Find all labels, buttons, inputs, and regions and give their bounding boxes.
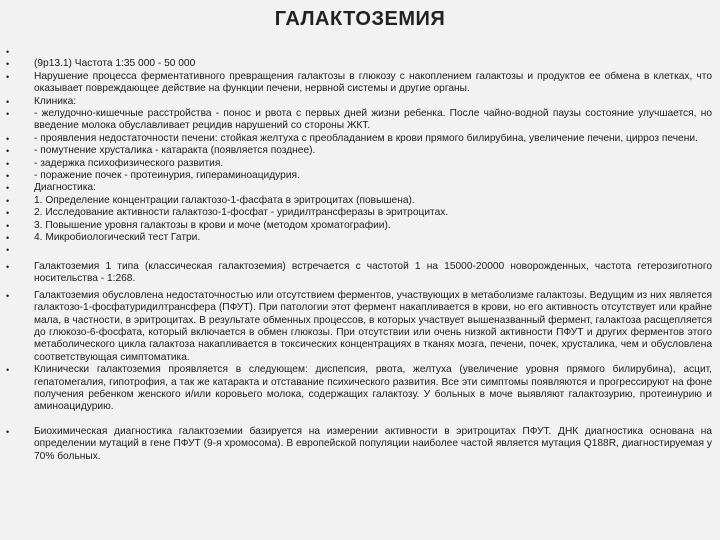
- bullet-icon: •: [6, 261, 10, 272]
- bullet-icon: •: [6, 220, 10, 231]
- item-text: - проявления недостаточности печени: стойкая желтуха с преобладанием в крови прямого билирубина, увеличение печени, цирроз печени.: [34, 132, 698, 144]
- bullet-icon: •: [6, 245, 10, 256]
- item-text: 1. Определение концентрации галактозо-1-фасфата в эритроцитах (повышена).: [34, 194, 415, 206]
- bullet-icon: •: [6, 171, 10, 182]
- bullet-icon: •: [6, 133, 10, 144]
- list-item: [6, 158, 712, 170]
- bullet-icon: •: [6, 146, 10, 157]
- item-text: Клиника:: [34, 95, 77, 107]
- bullet-icon: •: [6, 109, 10, 120]
- list-item: [6, 207, 712, 219]
- bullet-icon: •: [6, 365, 10, 376]
- list-item: [6, 170, 712, 182]
- bullet-icon: •: [6, 183, 10, 194]
- list-item: [6, 71, 712, 96]
- bullet-icon: •: [6, 290, 10, 301]
- item-text: Галактоземия 1 типа (классическая галактоземия) встречается с частотой 1 на 15000-20000 новорожденных, частота гетерозиготного носительства - 1:268.: [34, 260, 712, 285]
- item-text: - поражение почек - протеинурия, гипераминоацидурия.: [34, 170, 300, 182]
- bullet-icon: •: [6, 96, 10, 107]
- item-text: - задержка психофизического развития.: [34, 157, 224, 169]
- item-text: 3. Повышение уровня галактозы в крови и моче (методом хроматографии).: [34, 219, 391, 231]
- bullet-icon: •: [6, 233, 10, 244]
- item-text: - желудочно-кишечные расстройства - понос и рвота с первых дней жизни ребенка. После чайно-водной паузы состояние улучшается, но введение молока обуславливает рецидив нарушений со стороны ЖКТ.: [34, 108, 712, 132]
- list-item: [6, 108, 712, 133]
- list-item: [6, 261, 712, 286]
- list-item: [6, 133, 712, 145]
- list-item: [6, 364, 712, 414]
- item-text: Диагностика:: [34, 182, 96, 194]
- item-text: Нарушение процесса ферментативного превращения галактозы в глюкозу с накоплением галактозы и продуктов ее обмена в клетках, что оказывает повреждающее действие на функции печени, нервной системы и другие органы.: [34, 70, 712, 95]
- list-item: [6, 145, 712, 157]
- bullet-icon: •: [6, 158, 10, 169]
- list-item: [6, 46, 712, 58]
- bullet-icon: •: [6, 59, 10, 70]
- list-item: [6, 290, 712, 364]
- bullet-icon: •: [6, 71, 10, 82]
- list-item: [6, 195, 712, 207]
- item-text: 4. Микробиологический тест Гатри.: [34, 232, 201, 244]
- list-item: [6, 426, 712, 463]
- item-text: Галактоземия обусловлена недостаточностью или отсутствием ферментов, участвующих в метаболизме галактозы. Ведущим из них является галактозо-1-фосфатуридилтрансфера (ПФУТ). При патологии этот фермент накапливается в крови, но его активность отсутствует или крайне мала, в частности, в эритроцитах. В результате обменных процессов, в которых участвует вышеназванный фермент, галактоза расщепляется до глюкозо-6-фосфата, который включается в обмен глюкозы. При отсутствии или очень низкой активности ПФУТ и других ферментов этого метаболического цикла галактоза накапливается в токсических концентрациях в тканях мозга, печени, почек, хрусталика, чем и обусловлена соответствующая симптоматика.: [34, 289, 712, 363]
- item-text: Клинически галактоземия проявляется в следующем: диспепсия, рвота, желтуха (увеличение уровня прямого билирубина), асцит, гепатомегалия, гипотрофия, а так же катаракта и отставание психического развития. Все эти симптомы появляются и прогрессируют на фоне получения ребенком женского и/или коровьего молока, содержащих галактозу. У больных в моче выявляют галактозурию, протеинурию и аминоацидурию.: [34, 364, 712, 413]
- list-item: [6, 182, 712, 194]
- item-text: Биохимическая диагностика галактоземии базируется на измерении активности в эритроцитах ПФУТ. ДНК диагностика основана на определении мутаций в гене ПФУТ (9-я хромосома). В европейской популяции наиболее частой является мутация Q188R, диагностируемая у 70% больных.: [34, 425, 712, 462]
- list-item: [6, 220, 712, 232]
- list-item: [6, 58, 712, 70]
- list-item: [6, 232, 712, 244]
- bullet-icon: •: [6, 47, 10, 57]
- item-text: - помутнение хрусталика - катаракта (появляется позднее).: [34, 145, 316, 157]
- bullet-icon: •: [6, 426, 10, 437]
- item-text: (9р13.1) Частота 1:35 000 - 50 000: [34, 58, 196, 70]
- bullet-icon: •: [6, 195, 10, 206]
- list-item: [6, 244, 712, 256]
- item-text: 2. Исследование активности галактозо-1-фосфат - уридилтрансферазы в эритроцитах.: [34, 207, 449, 219]
- list-item: [6, 96, 712, 108]
- bullet-icon: •: [6, 208, 10, 219]
- slide-title: ГАЛАКТОЗЕМИЯ: [274, 8, 446, 30]
- bullet-list: [6, 46, 712, 463]
